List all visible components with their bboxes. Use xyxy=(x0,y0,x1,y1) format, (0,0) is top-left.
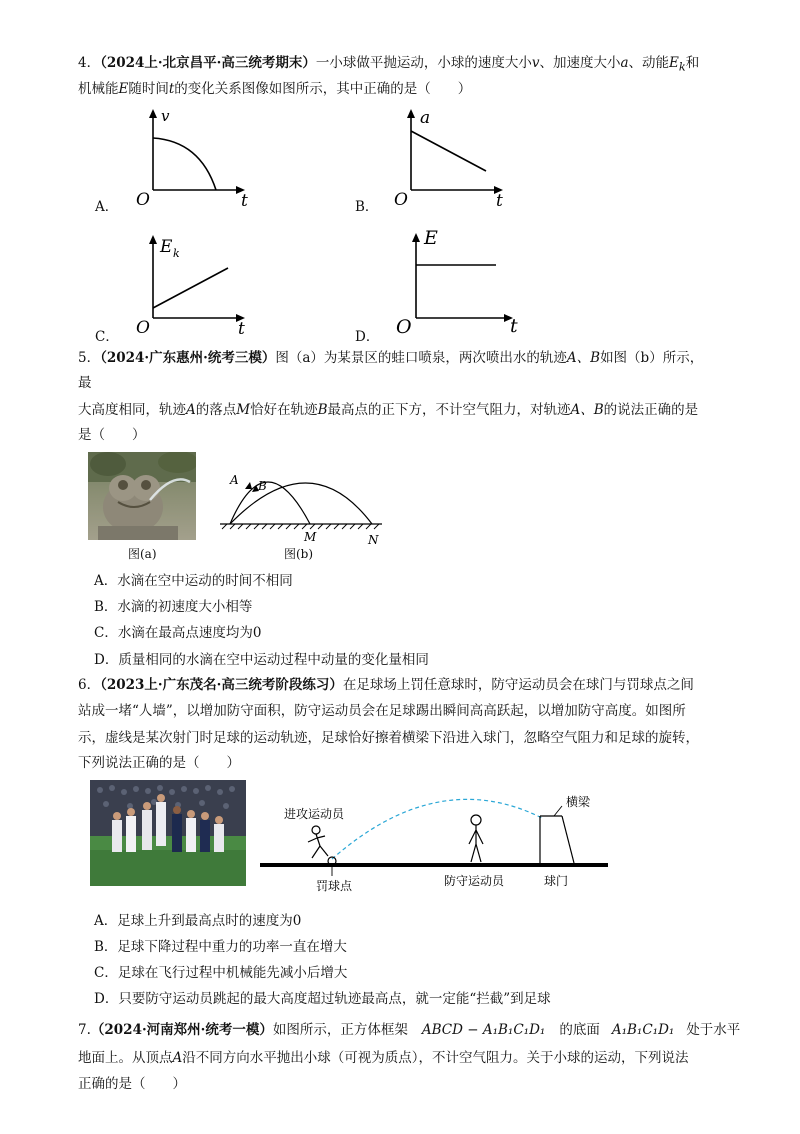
label-penalty-spot: 罚球点 xyxy=(316,879,353,893)
graph-c-x-label: t xyxy=(238,319,245,338)
q4-var-a: a xyxy=(620,55,629,71)
football-wall-illustration xyxy=(90,780,246,886)
q6-line-3 xyxy=(78,728,699,748)
q4-line2-c: 的变化关系图像如图所示，其中正确的是（ ） xyxy=(174,81,472,97)
graph-c-y-label: E xyxy=(160,237,173,257)
graph-d-x-label: t xyxy=(510,315,518,337)
q4-line-1 xyxy=(78,53,699,78)
q6-choice-d: D．只要防守运动员跳起的最大高度超过轨迹最高点，就一定能“拦截”到足球 xyxy=(94,991,551,1007)
q5-source: （2024·广东惠州·统考三模） xyxy=(100,350,276,366)
graph-b-x-label: t xyxy=(496,191,503,210)
q5-line-4 xyxy=(78,425,146,445)
q7-number: 7. xyxy=(78,1022,91,1038)
q4-graph-c xyxy=(128,230,258,338)
q4-graph-d xyxy=(386,222,526,338)
q7-text-b: 的底面 xyxy=(559,1022,600,1038)
q6-line-4 xyxy=(78,753,240,773)
fig-b-caption: 图(b) xyxy=(284,547,314,561)
q5-choice-b: B．水滴的初速度大小相等 xyxy=(94,599,253,615)
label-defender: 防守运动员 xyxy=(444,874,505,888)
q4-var-ek: E xyxy=(669,55,679,71)
q4-option-d-label: D． xyxy=(355,329,380,345)
q4-graph-a xyxy=(128,105,258,210)
q6-line2: 站成一堵“人墙”，以增加防守面积，防守运动员会在足球踢出瞬间高高跃起，以增加防守高度。如图所 xyxy=(78,703,686,719)
q7-var-a: A xyxy=(172,1050,183,1066)
q7-frame-formula: ABCD − A₁B₁C₁D₁ xyxy=(421,1022,546,1038)
q5-line3-c: 恰好在轨迹 xyxy=(250,402,318,418)
q5-var-ab: A、B xyxy=(566,350,601,366)
q5-line3-b: 的落点 xyxy=(195,402,237,418)
fig-b-label-a: A xyxy=(230,473,239,487)
q5-line-1 xyxy=(78,348,703,368)
q5-var-ab-2: A、B xyxy=(570,402,604,418)
attacker-figure xyxy=(308,826,328,858)
q6-source: （2023上·广东茂名·高三统考阶段练习） xyxy=(100,677,343,693)
q4-option-a-label: A． xyxy=(95,199,119,215)
q7-line-1 xyxy=(78,1020,740,1040)
q5-line-2 xyxy=(78,373,92,393)
q7-source: （2024·河南郑州·统考一模） xyxy=(90,1022,273,1038)
q5-line3-d: 最高点的正下方，不计空气阻力，对轨迹 xyxy=(327,402,571,418)
q7-line-3 xyxy=(78,1074,186,1094)
q4-line-2 xyxy=(78,79,471,99)
q5-line4: 是（ ） xyxy=(78,427,146,443)
q4-var-v: v xyxy=(531,55,540,71)
q5-line-3 xyxy=(78,400,698,420)
fig-b-label-b: B xyxy=(258,479,267,493)
label-goal: 球门 xyxy=(544,874,569,888)
q7-text-c: 处于水平 xyxy=(686,1022,741,1038)
q7-line-2 xyxy=(78,1048,689,1068)
q5-line2: 最 xyxy=(78,375,92,391)
q4-text-b: 、加速度大小 xyxy=(539,55,621,71)
fig-b-label-m: M xyxy=(304,530,317,544)
q4-var-ek-sub: k xyxy=(678,60,686,74)
q4-option-c-label: C． xyxy=(95,329,119,345)
q5-choice-c: C．水滴在最高点速度均为0 xyxy=(94,625,262,641)
graph-a-origin: O xyxy=(136,190,150,210)
q7-line2-b: 沿不同方向水平抛出小球（可视为质点），不计空气阻力。关于小球的运动，下列说法 xyxy=(182,1050,689,1066)
q6-line-1 xyxy=(78,675,694,695)
q7-line3: 正确的是（ ） xyxy=(78,1076,186,1092)
graph-d-y-label: E xyxy=(424,227,438,249)
frog-fountain-photo xyxy=(88,452,196,540)
q4-option-b-label: B． xyxy=(355,199,379,215)
graph-d-origin: O xyxy=(396,316,412,338)
fig-b-label-n: N xyxy=(368,533,379,547)
q4-number: 4． xyxy=(78,55,101,71)
football-wall-photo xyxy=(90,780,246,886)
q4-var-t: t xyxy=(168,81,175,97)
q4-line2-b: 随时间 xyxy=(128,81,169,97)
q5-choice-a: A．水滴在空中运动的时间不相同 xyxy=(94,573,293,589)
q5-text-a: 图（a）为某景区的蛙口喷泉，两次喷出水的轨迹 xyxy=(275,350,567,366)
q5-line3-e: 的说法正确的是 xyxy=(603,402,699,418)
frog-illustration xyxy=(88,452,196,540)
q6-choice-a: A．足球上升到最高点时的速度为0 xyxy=(94,913,302,929)
q7-text-a: 如图所示，正方体框架 xyxy=(272,1022,408,1038)
q6-line4: 下列说法正确的是（ ） xyxy=(78,755,240,771)
defender-figure xyxy=(469,815,483,862)
q5-number: 5． xyxy=(78,350,101,366)
graph-b-y-label: a xyxy=(420,108,431,128)
q4-graph-b xyxy=(386,105,516,210)
q5-choice-d: D．质量相同的水滴在空中运动过程中动量的变化量相同 xyxy=(94,652,429,668)
q6-number: 6． xyxy=(78,677,101,693)
label-crossbar: 横梁 xyxy=(566,795,591,809)
graph-c-y-sub: k xyxy=(173,247,180,260)
q5-var-m: M xyxy=(236,402,251,418)
ball-trajectory xyxy=(332,799,542,859)
q6-choice-c: C．足球在飞行过程中机械能先减小后增大 xyxy=(94,965,348,981)
q7-line2-a: 地面上。从顶点 xyxy=(78,1050,173,1066)
graph-c-origin: O xyxy=(136,318,150,338)
ground-hatching xyxy=(222,524,379,529)
q4-text-d: 和 xyxy=(685,55,700,71)
q6-choice-b: B．足球下降过程中重力的功率一直在增大 xyxy=(94,939,347,955)
free-kick-diagram xyxy=(258,786,614,900)
q5-fig-b-trajectories xyxy=(212,452,392,552)
q4-var-e: E xyxy=(118,81,129,97)
q5-var-a: A xyxy=(186,402,196,418)
q4-source: （2024上·北京昌平·高三统考期末） xyxy=(100,55,316,71)
fig-a-caption: 图(a) xyxy=(128,547,157,561)
q5-var-b: B xyxy=(317,402,328,418)
q5-line3-a: 大高度相同，轨迹 xyxy=(78,402,186,418)
graph-b-origin: O xyxy=(394,190,408,210)
goal-frame xyxy=(540,816,574,863)
q4-text-a: 一小球做平抛运动，小球的速度大小 xyxy=(315,55,532,71)
q6-line3: 示，虚线是某次射门时足球的运动轨迹，足球恰好擦着横梁下沿进入球门，忽略空气阻力和足球的旋转， xyxy=(78,730,699,746)
q5-text-b: 如图（b）所示， xyxy=(600,350,704,366)
q7-base-formula: A₁B₁C₁D₁ xyxy=(611,1022,675,1038)
graph-a-x-label: t xyxy=(241,191,248,210)
q4-text-c: 、动能 xyxy=(628,55,670,71)
q6-line-2 xyxy=(78,701,686,721)
label-attacker: 进攻运动员 xyxy=(284,807,345,821)
q4-line2-a: 机械能 xyxy=(78,81,119,97)
graph-a-y-label: v xyxy=(161,107,170,125)
q6-line1: 在足球场上罚任意球时，防守运动员会在球门与罚球点之间 xyxy=(342,677,694,693)
